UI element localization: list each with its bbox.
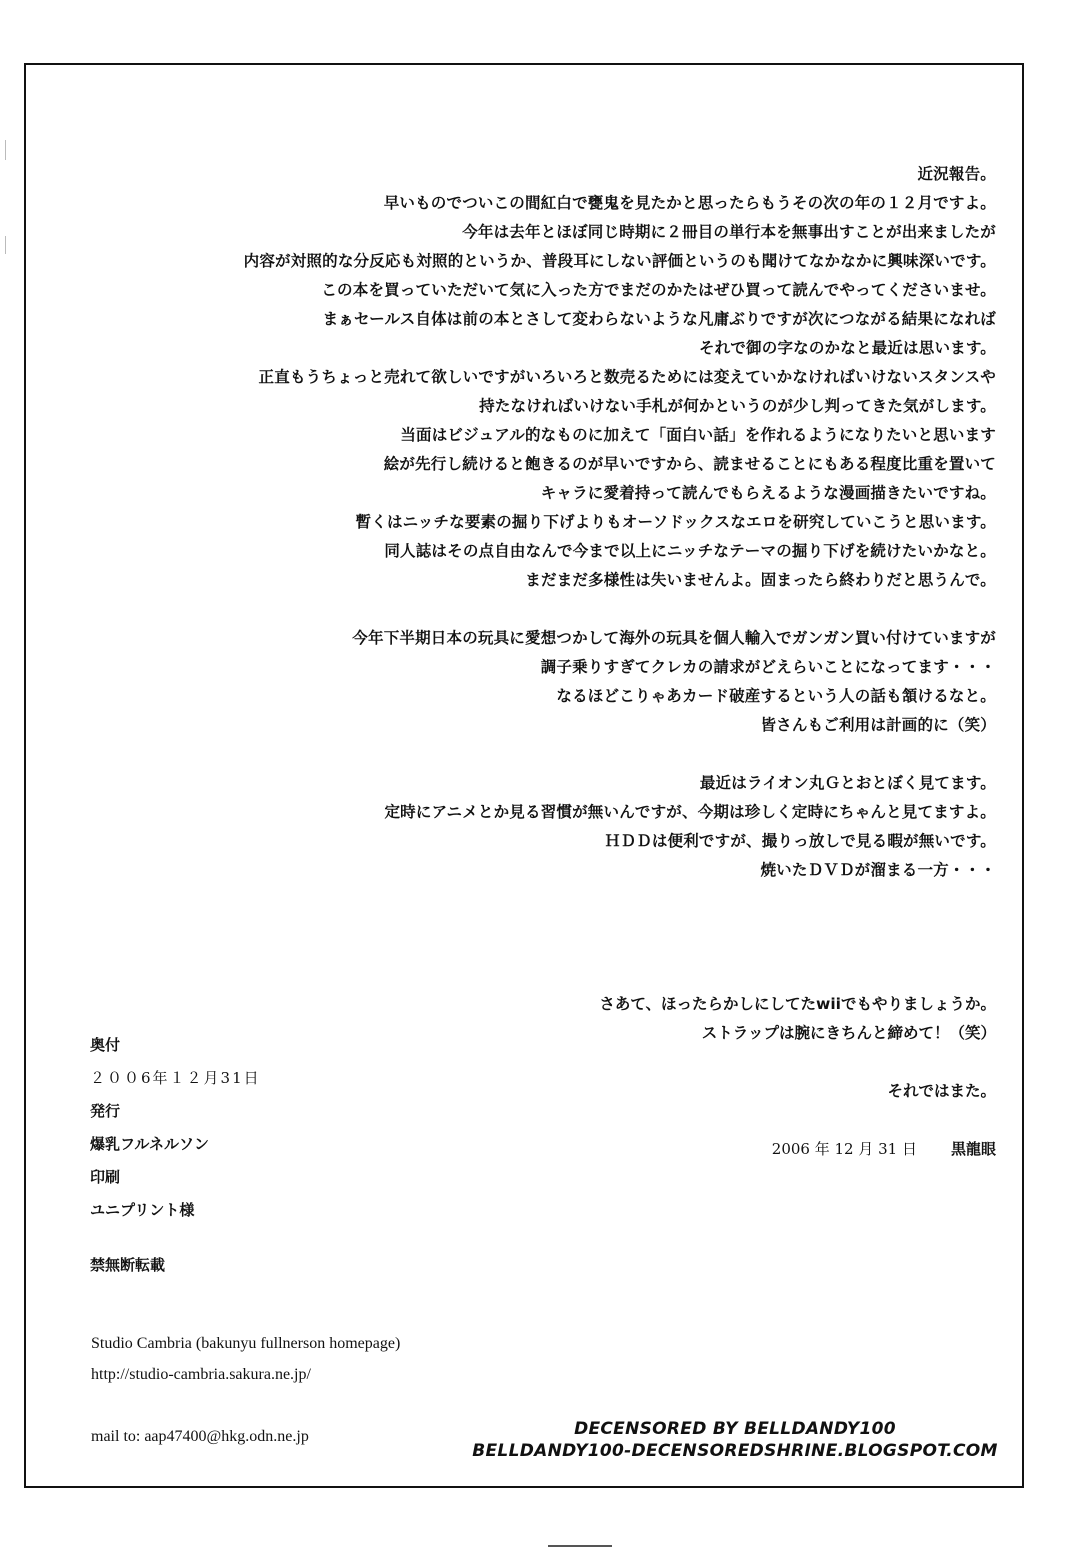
text-line: 暫くはニッチな要素の掘り下げよりもオーソドックスなエロを研究していこうと思います。 xyxy=(355,513,996,531)
text-line: 今年下半期日本の玩具に愛想つかして海外の玩具を個人輸入でガンガン買い付けていますが xyxy=(352,629,996,647)
text-line: 定時にアニメとか見る習慣が無いんですが、今期は珍しく定時にちゃんと見てますよ。 xyxy=(384,803,996,821)
homepage-url: http://studio-cambria.sakura.ne.jp/ xyxy=(91,1366,311,1383)
decensor-credit xyxy=(470,1418,1000,1462)
scan-edge-mark xyxy=(5,236,6,254)
text-line: ＨＤＤは便利ですが、撮りっ放しで見る暇が無いです。 xyxy=(604,832,996,850)
signature-date: 2006 年 12 月 31 日 xyxy=(771,1140,917,1158)
text-line: 早いものでついこの間紅白で甕鬼を見たかと思ったらもうその次の年の１２月ですよ。 xyxy=(383,194,996,212)
copyright-notice: 禁無断転載 xyxy=(90,1256,166,1274)
afterword-paragraph-1 xyxy=(96,160,996,595)
colophon xyxy=(90,1029,490,1282)
scan-edge-mark xyxy=(5,140,6,160)
text-line: 最近はライオン丸Ｇとおとぼく見てます。 xyxy=(699,774,996,792)
text-line: この本を買っていただいて気に入った方でまだのかたはぜひ買って読んでやってくださいませ。 xyxy=(321,281,996,299)
mail-address: mail to: aap47400@hkg.odn.ne.jp xyxy=(91,1428,309,1445)
closing-line: ストラップは腕にきちんと締めて！（笑） xyxy=(701,1024,996,1042)
text-line: 正直もうちょっと売れて欲しいですがいろいろと数売るためには変えていかなければいけないスタンスや xyxy=(258,368,996,386)
text-line: 内容が対照的な分反応も対照的というか、普段耳にしない評価というのも聞けてなかなかに興味深いです。 xyxy=(243,252,996,270)
signature-author: 黒龍眼 xyxy=(950,1140,996,1158)
credit-line: DECENSORED BY BELLDANDY100 xyxy=(574,1419,896,1439)
text-line: 持たなければいけない手札が何かというのが少し判ってきた気がします。 xyxy=(479,397,996,415)
text-line: キャラに愛着持って読んでもらえるような漫画描きたいですね。 xyxy=(540,484,996,502)
credit-url: BELLDANDY100-DECENSOREDSHRINE.BLOGSPOT.COM xyxy=(472,1441,998,1461)
sign-off: それではまた。 xyxy=(887,1082,996,1100)
closing-line: さあて、ほったらかしにしてたwiiでもやりましょうか。 xyxy=(599,995,996,1013)
text-line: 絵が先行し続けると飽きるのが早いですから、読ませることにもある程度比重を置いて xyxy=(383,455,996,473)
text-line: 焼いたＤＶＤが溜まる一方・・・ xyxy=(760,861,996,879)
text-line: 今年は去年とほぼ同じ時期に２冊目の単行本を無事出すことが出来ましたが xyxy=(462,223,996,241)
publisher-label: 発行 xyxy=(90,1102,121,1120)
colophon-date: ２００6年１２月31日 xyxy=(90,1069,261,1087)
colophon-heading: 奥付 xyxy=(90,1036,121,1054)
printer-name: ユニプリント様 xyxy=(90,1201,195,1219)
text-line: 当面はビジュアル的なものに加えて「面白い話」を作れるようになりたいと思います xyxy=(400,426,996,444)
scan-edge-mark xyxy=(548,1545,612,1547)
text-line: まぁセールス自体は前の本とさして変わらないような凡庸ぶりですが次につながる結果になれば xyxy=(322,310,996,328)
homepage-info xyxy=(91,1328,511,1390)
paragraph-gap xyxy=(96,740,996,769)
text-line: 調子乗りすぎてクレカの請求がどえらいことになってます・・・ xyxy=(540,658,996,676)
afterword-text xyxy=(96,160,996,885)
homepage-name: Studio Cambria (bakunyu fullnerson homepage) xyxy=(91,1335,401,1352)
text-line: 皆さんもご利用は計画的に（笑） xyxy=(760,716,996,734)
text-line: なるほどこりゃあカード破産するという人の話も頷けるなと。 xyxy=(556,687,996,705)
afterword-paragraph-2 xyxy=(96,624,996,740)
text-line: 同人誌はその点自由なんで今まで以上にニッチなテーマの掘り下げを続けたいかなと。 xyxy=(384,542,996,560)
text-line: 近況報告。 xyxy=(917,165,996,183)
text-line: まだまだ多様性は失いませんよ。固まったら終わりだと思うんで。 xyxy=(525,571,996,589)
text-line: それで御の字なのかなと最近は思います。 xyxy=(698,339,996,357)
afterword-paragraph-3 xyxy=(96,769,996,885)
paragraph-gap xyxy=(96,595,996,624)
printer-label: 印刷 xyxy=(90,1168,121,1186)
publisher-name: 爆乳フルネルソン xyxy=(90,1135,209,1153)
